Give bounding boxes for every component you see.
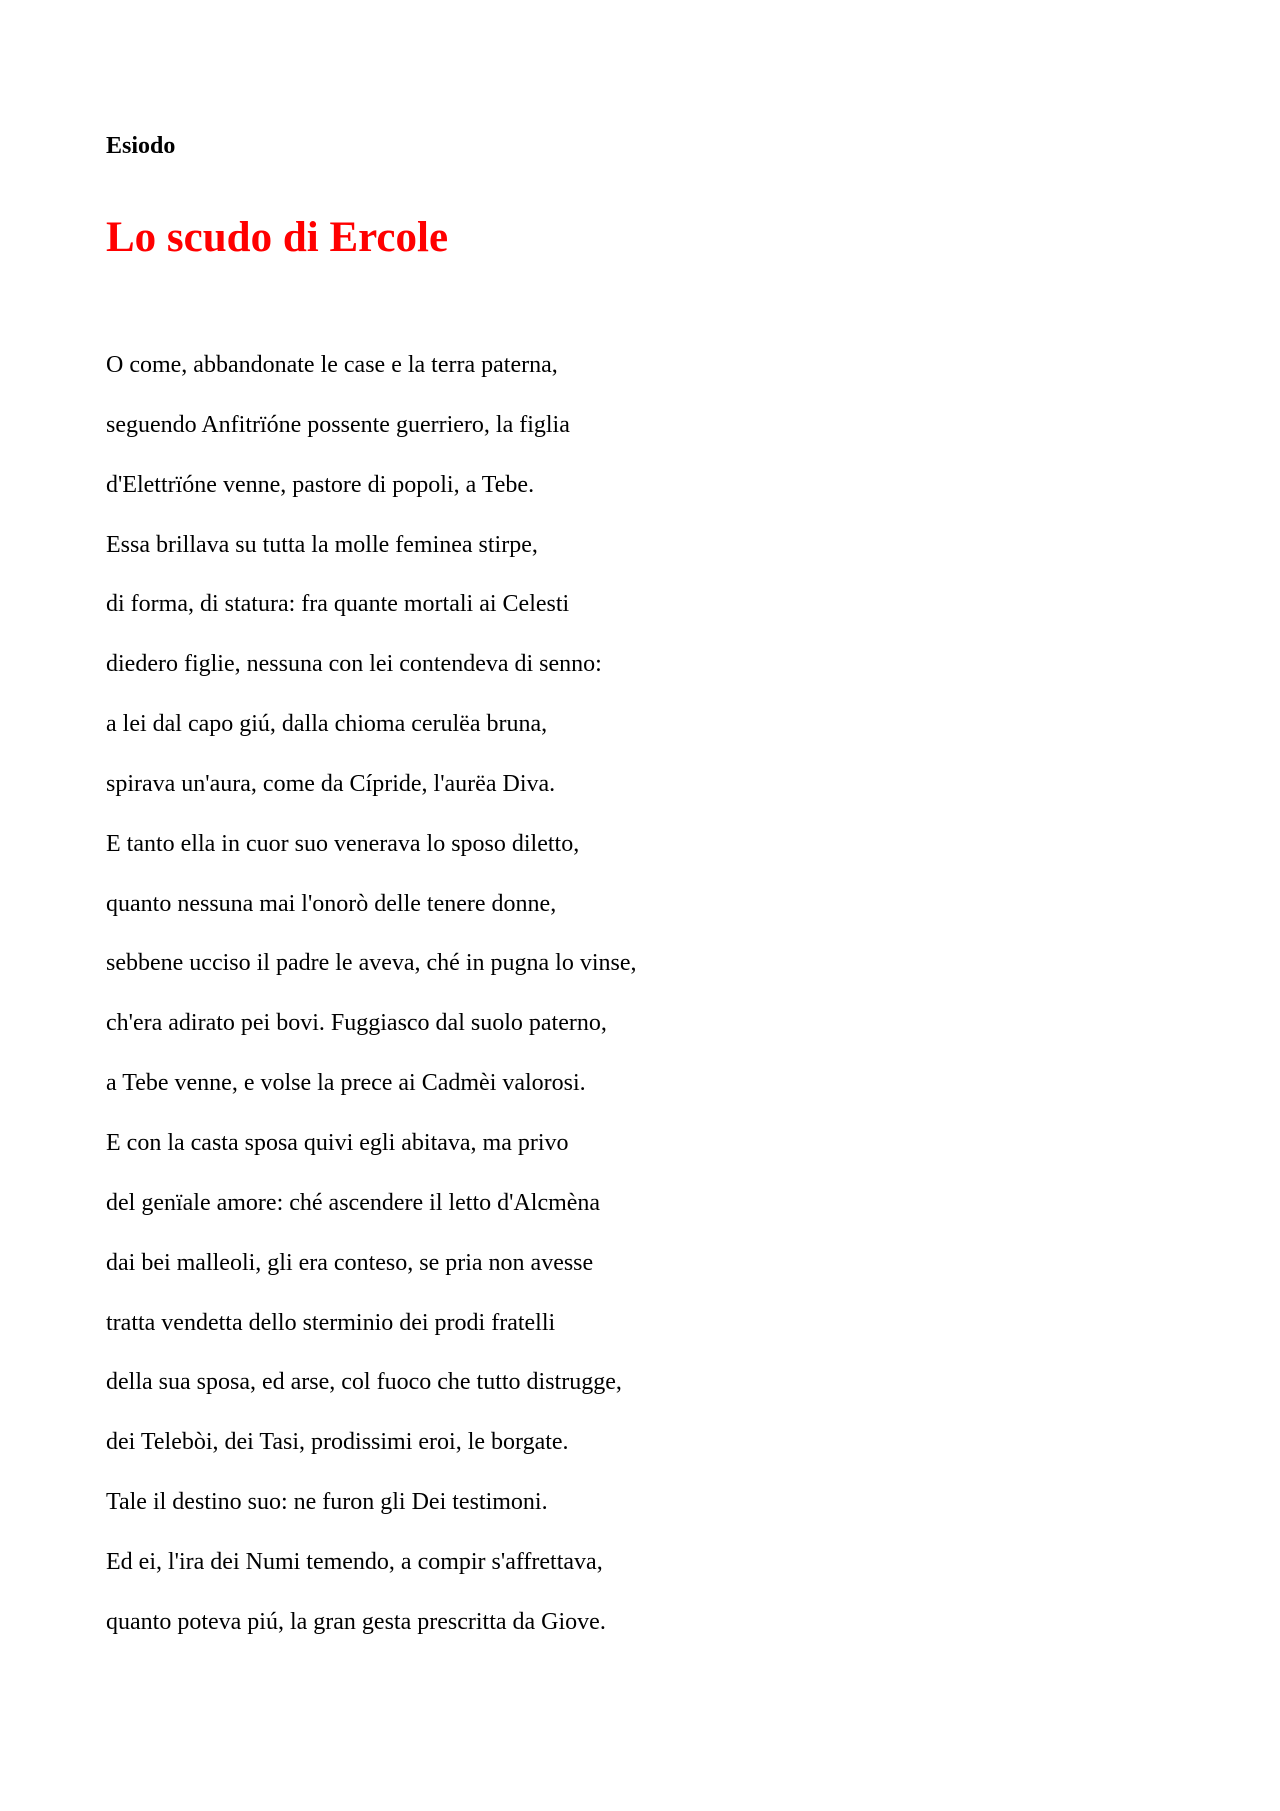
verse-line: Ed ei, l'ira dei Numi temendo, a compir s'affrettava, (106, 1548, 603, 1575)
verse-line: dei Telebòi, dei Tasi, prodissimi eroi, le borgate. (106, 1429, 569, 1456)
verse-line: O come, abbandonate le case e la terra paterna, (106, 352, 558, 378)
document-title: Lo scudo di Ercole (106, 214, 449, 261)
verse-line: dai bei malleoli, gli era conteso, se pria non avesse (106, 1249, 594, 1276)
verse-line: E con la casta sposa quivi egli abitava, ma privo (106, 1129, 569, 1156)
verse-line: tratta vendetta dello sterminio dei prodi fratelli (106, 1309, 556, 1336)
verse-line: d'Elettrïóne venne, pastore di popoli, a Tebe. (106, 471, 535, 498)
author-name: Esiodo (106, 133, 176, 159)
verse-line: Essa brillava su tutta la molle feminea stirpe, (106, 531, 538, 558)
verse-line: E tanto ella in cuor suo venerava lo sposo diletto, (106, 830, 580, 857)
verse-line: a lei dal capo giú, dalla chioma cerulëa bruna, (106, 711, 548, 738)
verse-line: ch'era adirato pei bovi. Fuggiasco dal suolo paterno, (106, 1010, 607, 1037)
verse-line: Tale il destino suo: ne furon gli Dei testimoni. (106, 1489, 548, 1516)
verse-line: quanto poteva piú, la gran gesta prescritta da Giove. (106, 1608, 606, 1635)
verse-line: spirava un'aura, come da Cípride, l'aurëa Diva. (106, 770, 556, 797)
verse-line: seguendo Anfitrïóne possente guerriero, la figlia (106, 411, 570, 438)
verse-line: sebbene ucciso il padre le aveva, ché in pugna lo vinse, (106, 950, 637, 977)
verse-line: di forma, di statura: fra quante mortali ai Celesti (106, 591, 570, 618)
verse-line: quanto nessuna mai l'onorò delle tenere donne, (106, 890, 557, 917)
verse-line: diedero figlie, nessuna con lei contendeva di senno: (106, 651, 602, 678)
verse-line: del genïale amore: ché ascendere il letto d'Alcmèna (106, 1189, 601, 1216)
verse-line: a Tebe venne, e volse la prece ai Cadmèi valorosi. (106, 1070, 586, 1097)
poem-verses (106, 351, 636, 1668)
verse-line: della sua sposa, ed arse, col fuoco che tutto distrugge, (106, 1369, 622, 1396)
